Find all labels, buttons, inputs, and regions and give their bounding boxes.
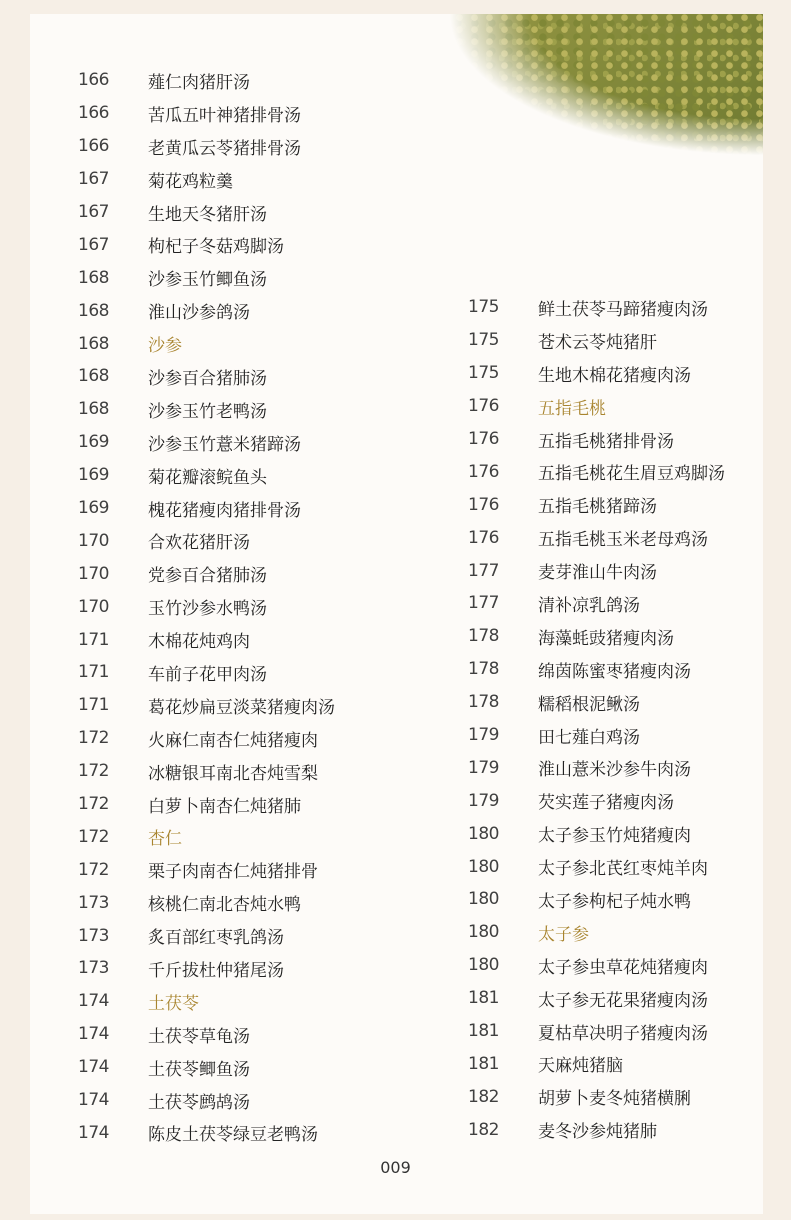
- toc-entry-title: 五指毛桃猪排骨汤: [538, 431, 674, 452]
- toc-entry: [78, 492, 335, 525]
- toc-entry-title: 苍术云苓炖猪肝: [538, 332, 657, 353]
- toc-heading-title: 五指毛桃: [538, 398, 606, 419]
- toc-entry: [78, 360, 335, 393]
- toc-page-number: 182: [468, 1119, 499, 1140]
- toc-page-number: 180: [468, 823, 499, 844]
- toc-page-number: 176: [468, 461, 499, 482]
- toc-page-number: 177: [468, 560, 499, 581]
- toc-entry: [78, 952, 335, 985]
- toc-page-number: 178: [468, 626, 499, 647]
- toc-page-number: 174: [78, 991, 109, 1012]
- toc-page-number: 181: [468, 1021, 499, 1042]
- toc-page-number: 175: [468, 330, 499, 351]
- toc-page-number: 168: [78, 399, 109, 420]
- toc-page-number: 168: [78, 366, 109, 387]
- toc-entry-title: 清补凉乳鸽汤: [538, 595, 640, 616]
- toc-entry-title: 薤仁肉猪肝汤: [148, 72, 250, 93]
- toc-entry-title: 夏枯草决明子猪瘦肉汤: [538, 1023, 708, 1044]
- toc-entry: [468, 751, 725, 784]
- toc-entry: [78, 689, 335, 722]
- toc-entry: [78, 788, 335, 821]
- toc-entry-title: 枸杞子冬菇鸡脚汤: [148, 237, 284, 258]
- toc-page-number: 179: [468, 725, 499, 746]
- toc-entry: [78, 426, 335, 459]
- toc-section-heading: [78, 820, 335, 853]
- toc-page-number: 176: [468, 494, 499, 515]
- toc-page-number: 168: [78, 333, 109, 354]
- toc-entry: [468, 455, 725, 488]
- toc-entry-title: 五指毛桃花生眉豆鸡脚汤: [538, 464, 725, 485]
- toc-entry: [468, 949, 725, 982]
- toc-entry: [468, 719, 725, 752]
- toc-entry-title: 麦冬沙参炖猪肺: [538, 1122, 657, 1143]
- toc-entry: [468, 1015, 725, 1048]
- toc-entry-title: 苦瓜五叶神猪排骨汤: [148, 105, 301, 126]
- toc-entry: [468, 554, 725, 587]
- toc-left-column: [78, 64, 335, 1149]
- toc-entry-title: 芡实莲子猪瘦肉汤: [538, 793, 674, 814]
- toc-entry-title: 太子参无花果猪瘦肉汤: [538, 990, 708, 1011]
- toc-entry: [78, 590, 335, 623]
- toc-entry: [468, 1047, 725, 1080]
- toc-page-number: 180: [468, 955, 499, 976]
- toc-page-number: 168: [78, 300, 109, 321]
- toc-page-number: 172: [78, 794, 109, 815]
- toc-entry: [468, 817, 725, 850]
- toc-entry-title: 车前子花甲肉汤: [148, 664, 267, 685]
- toc-entry-title: 葛花炒扁豆淡菜猪瘦肉汤: [148, 697, 335, 718]
- toc-page-number: 179: [468, 790, 499, 811]
- toc-entry: [468, 521, 725, 554]
- toc-page-number: 169: [78, 465, 109, 486]
- toc-entry: [468, 784, 725, 817]
- toc-page-number: 174: [78, 1024, 109, 1045]
- toc-page-number: 172: [78, 859, 109, 880]
- toc-entry: [78, 853, 335, 886]
- toc-entry: [78, 1117, 335, 1150]
- toc-page-number: 173: [78, 958, 109, 979]
- toc-entry: [468, 883, 725, 916]
- toc-page-number: 172: [78, 728, 109, 749]
- toc-entry: [468, 357, 725, 390]
- toc-page-number: 167: [78, 234, 109, 255]
- toc-entry: [78, 1018, 335, 1051]
- toc-entry: [78, 393, 335, 426]
- toc-entry: [78, 919, 335, 952]
- toc-entry: [78, 196, 335, 229]
- page-number: 009: [380, 1158, 411, 1177]
- toc-entry-title: 木棉花炖鸡肉: [148, 632, 250, 653]
- toc-page-number: 167: [78, 169, 109, 190]
- toc-entry-title: 菊花鸡粒羹: [148, 171, 233, 192]
- toc-page-number: 179: [468, 757, 499, 778]
- toc-page-number: 166: [78, 103, 109, 124]
- toc-page-number: 167: [78, 202, 109, 222]
- toc-page-number: 168: [78, 267, 109, 288]
- toc-entry-title: 土茯苓鹧鸪汤: [148, 1092, 250, 1113]
- toc-entry-title: 党参百合猪肺汤: [148, 566, 267, 587]
- toc-entry-title: 太子参枸杞子炖水鸭: [538, 891, 691, 912]
- toc-entry: [78, 130, 335, 163]
- toc-entry-title: 玉竹沙参水鸭汤: [148, 599, 267, 620]
- toc-section-heading: [78, 985, 335, 1018]
- toc-heading-title: 土茯苓: [148, 993, 199, 1014]
- toc-entry-title: 生地天冬猪肝汤: [148, 204, 267, 225]
- toc-entry: [78, 64, 335, 97]
- toc-entry: [78, 656, 335, 689]
- toc-entry-title: 生地木棉花猪瘦肉汤: [538, 365, 691, 386]
- toc-section-heading: [468, 390, 725, 423]
- toc-entry-title: 海藻蚝豉猪瘦肉汤: [538, 628, 674, 649]
- toc-heading-title: 沙参: [148, 336, 182, 357]
- toc-page-number: 170: [78, 563, 109, 584]
- toc-entry-title: 火麻仁南杏仁炖猪瘦肉: [148, 730, 318, 751]
- toc-entry-title: 沙参玉竹鲫鱼汤: [148, 270, 267, 291]
- toc-entry: [78, 722, 335, 755]
- toc-page-number: 175: [468, 363, 499, 384]
- toc-entry-title: 胡萝卜麦冬炖猪横脷: [538, 1089, 691, 1110]
- toc-entry: [78, 97, 335, 130]
- toc-entry: [468, 982, 725, 1015]
- toc-entry: [78, 557, 335, 590]
- toc-page-number: 178: [468, 692, 499, 713]
- toc-entry-title: 天麻炖猪脑: [538, 1056, 623, 1077]
- toc-entry: [468, 1113, 725, 1146]
- toc-page-number: 175: [468, 297, 499, 318]
- toc-page-number: 181: [468, 988, 499, 1009]
- toc-entry-title: 五指毛桃玉米老母鸡汤: [538, 530, 708, 551]
- toc-entry: [78, 524, 335, 557]
- toc-entry-title: 老黄瓜云苓猪排骨汤: [148, 138, 301, 159]
- toc-entry-title: 麦芽淮山牛肉汤: [538, 563, 657, 584]
- toc-right-column: [468, 291, 725, 1146]
- toc-entry-title: 白萝卜南杏仁炖猪肺: [148, 796, 301, 817]
- toc-page-number: 181: [468, 1053, 499, 1074]
- toc-entry: [78, 755, 335, 788]
- toc-entry: [78, 228, 335, 261]
- toc-page-number: 174: [78, 1122, 109, 1143]
- toc-page-number: 180: [468, 922, 499, 943]
- toc-page-number: 171: [78, 662, 109, 683]
- toc-page-number: 169: [78, 498, 109, 519]
- toc-entry-title: 淮山薏米沙参牛肉汤: [538, 760, 691, 781]
- toc-entry: [78, 1051, 335, 1084]
- toc-entry-title: 槐花猪瘦肉猪排骨汤: [148, 500, 301, 521]
- toc-page-number: 174: [78, 1057, 109, 1078]
- toc-entry: [78, 163, 335, 196]
- toc-entry-title: 炙百部红枣乳鸽汤: [148, 928, 284, 949]
- toc-entry-title: 冰糖银耳南北杏炖雪梨: [148, 763, 318, 784]
- toc-entry-title: 千斤拔杜仲猪尾汤: [148, 960, 284, 981]
- toc-page-number: 166: [78, 136, 109, 157]
- toc-entry: [78, 886, 335, 919]
- toc-section-heading: [468, 916, 725, 949]
- toc-entry: [468, 324, 725, 357]
- toc-entry: [468, 587, 725, 620]
- toc-page-number: 176: [468, 429, 499, 449]
- toc-page-number: 171: [78, 695, 109, 716]
- toc-page-number: 180: [468, 889, 499, 910]
- toc-entry: [78, 623, 335, 656]
- toc-entry: [78, 294, 335, 327]
- toc-entry-title: 太子参虫草花炖猪瘦肉: [538, 957, 708, 978]
- toc-entry-title: 菊花瓣滚鲩鱼头: [148, 467, 267, 488]
- toc-entry-title: 太子参玉竹炖猪瘦肉: [538, 826, 691, 847]
- toc-entry: [78, 459, 335, 492]
- toc-entry: [468, 653, 725, 686]
- toc-page-number: 173: [78, 925, 109, 946]
- toc-page-number: 177: [468, 593, 499, 614]
- toc-page-number: 170: [78, 596, 109, 617]
- toc-entry-title: 太子参北芪红枣炖羊肉: [538, 859, 708, 880]
- toc-entry-title: 绵茵陈蜜枣猪瘦肉汤: [538, 661, 691, 682]
- toc-page-number: 173: [78, 892, 109, 913]
- toc-entry: [468, 488, 725, 521]
- toc-entry-title: 合欢花猪肝汤: [148, 533, 250, 554]
- toc-page-number: 166: [78, 70, 109, 91]
- toc-entry: [468, 620, 725, 653]
- toc-entry: [468, 423, 725, 456]
- toc-entry-title: 沙参百合猪肺汤: [148, 368, 267, 389]
- toc-entry: [78, 261, 335, 294]
- toc-entry-title: 沙参玉竹老鸭汤: [148, 401, 267, 422]
- toc-entry: [468, 291, 725, 324]
- toc-entry: [468, 850, 725, 883]
- toc-entry: [468, 1080, 725, 1113]
- toc-page-number: 172: [78, 761, 109, 782]
- toc-page-number: 176: [468, 527, 499, 548]
- toc-page-number: 172: [78, 826, 109, 847]
- toc-page-number: 182: [468, 1086, 499, 1107]
- toc-section-heading: [78, 327, 335, 360]
- toc-page-number: 180: [468, 856, 499, 877]
- toc-entry: [468, 686, 725, 719]
- toc-entry-title: 土茯苓鲫鱼汤: [148, 1059, 250, 1080]
- mung-beans-photo: [395, 14, 763, 226]
- toc-entry-title: 糯稻根泥鳅汤: [538, 694, 640, 715]
- toc-entry-title: 淮山沙参鸽汤: [148, 303, 250, 324]
- toc-entry: [78, 1084, 335, 1117]
- toc-page-number: 171: [78, 629, 109, 650]
- toc-entry-title: 鲜土茯苓马蹄猪瘦肉汤: [538, 299, 708, 320]
- toc-page-number: 178: [468, 659, 499, 680]
- toc-page-number: 170: [78, 530, 109, 551]
- toc-page-number: 174: [78, 1090, 109, 1111]
- toc-entry-title: 陈皮土茯苓绿豆老鸭汤: [148, 1125, 318, 1146]
- toc-entry-title: 五指毛桃猪蹄汤: [538, 497, 657, 518]
- toc-page-number: 169: [78, 432, 109, 453]
- toc-heading-title: 杏仁: [148, 829, 182, 850]
- toc-page-number: 176: [468, 396, 499, 417]
- toc-heading-title: 太子参: [538, 924, 589, 945]
- toc-entry-title: 栗子肉南杏仁炖猪排骨: [148, 862, 318, 883]
- toc-entry-title: 田七薤白鸡汤: [538, 727, 640, 748]
- toc-entry-title: 沙参玉竹薏米猪蹄汤: [148, 434, 301, 455]
- toc-entry-title: 核桃仁南北杏炖水鸭: [148, 895, 301, 916]
- toc-entry-title: 土茯苓草龟汤: [148, 1026, 250, 1047]
